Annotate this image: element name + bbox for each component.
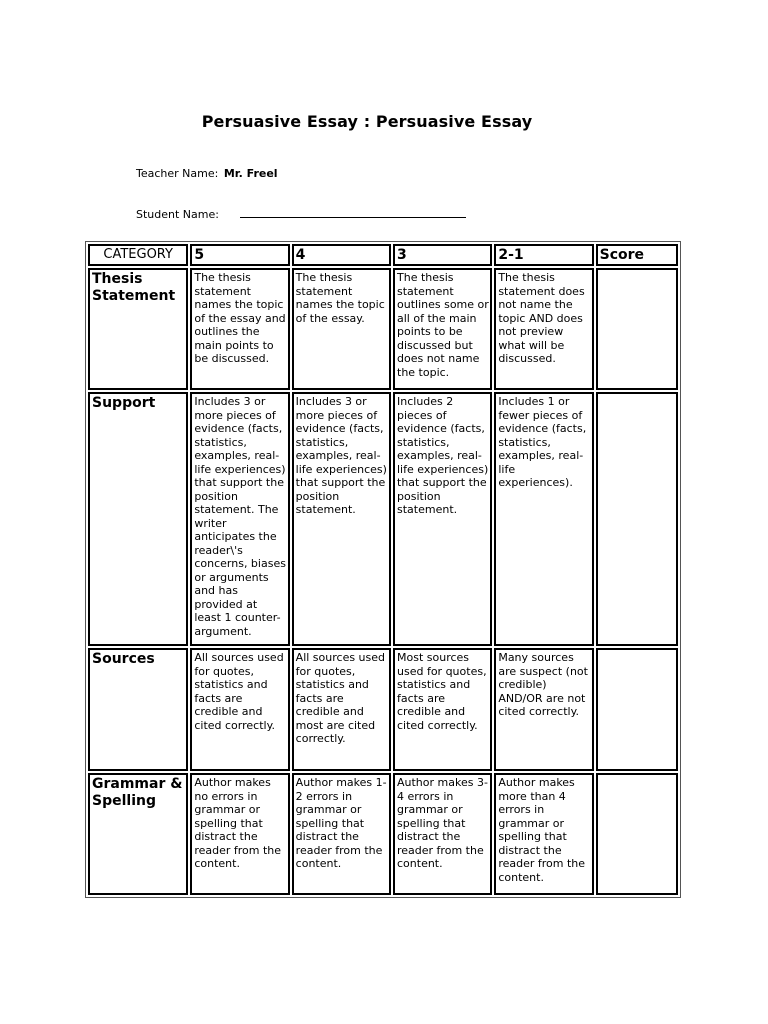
table-row (88, 648, 678, 771)
student-label: Student Name: (136, 208, 219, 221)
table-row (88, 268, 678, 390)
table-row (88, 392, 678, 646)
table-cell: The thesis statement names the topic of the essay. (292, 268, 391, 390)
category-thesis-statement: Thesis Statement (88, 268, 188, 390)
table-cell: The thesis statement names the topic of the essay and outlines the main points to be discussed. (190, 268, 289, 390)
teacher-row (136, 167, 278, 180)
header-score-2-1: 2-1 (494, 244, 593, 266)
header-score-5: 5 (190, 244, 289, 266)
category-sources: Sources (88, 648, 188, 771)
table-row (88, 773, 678, 895)
score-cell (596, 773, 678, 895)
category-support: Support (88, 392, 188, 646)
table-cell: Author makes 3-4 errors in grammar or spelling that distract the reader from the content. (393, 773, 492, 895)
table-cell: Many sources are suspect (not credible) AND/OR are not cited correctly. (494, 648, 593, 771)
table-cell: Most sources used for quotes, statistics and facts are credible and cited correctly. (393, 648, 492, 771)
page-title: Persuasive Essay : Persuasive Essay (201, 112, 533, 131)
teacher-label: Teacher Name: (136, 167, 219, 180)
table-cell: The thesis statement does not name the topic AND does not preview what will be discussed. (494, 268, 593, 390)
table-cell: Author makes 1-2 errors in grammar or spelling that distract the reader from the content. (292, 773, 391, 895)
table-cell: Includes 1 or fewer pieces of evidence (facts, statistics, examples, real-life experiences). (494, 392, 593, 646)
score-cell (596, 268, 678, 390)
header-score: Score (596, 244, 678, 266)
header-category: CATEGORY (88, 244, 188, 266)
rubric-table (85, 241, 681, 898)
header-row (88, 244, 678, 266)
score-cell (596, 392, 678, 646)
header-score-4: 4 (292, 244, 391, 266)
table-cell: Author makes no errors in grammar or spelling that distract the reader from the content. (190, 773, 289, 895)
table-cell: Includes 3 or more pieces of evidence (facts, statistics, examples, real-life experiences) that support the position statement. The writer anticipates the reader\'s concerns, biases or arguments and has provided at least 1 counter-argument. (190, 392, 289, 646)
score-cell (596, 648, 678, 771)
table-cell: Includes 3 or more pieces of evidence (facts, statistics, examples, real-life experiences) that support the position statement. (292, 392, 391, 646)
table-cell: All sources used for quotes, statistics and facts are credible and most are cited correctly. (292, 648, 391, 771)
table-cell: All sources used for quotes, statistics and facts are credible and cited correctly. (190, 648, 289, 771)
table-cell: Includes 2 pieces of evidence (facts, statistics, examples, real-life experiences) that support the position statement. (393, 392, 492, 646)
student-row (136, 207, 466, 221)
category-grammar-spelling: Grammar & Spelling (88, 773, 188, 895)
header-score-3: 3 (393, 244, 492, 266)
teacher-name: Mr. Freel (223, 167, 278, 180)
student-name-blank-line (240, 207, 466, 218)
table-cell: The thesis statement outlines some or all of the main points to be discussed but does not name the topic. (393, 268, 492, 390)
table-cell: Author makes more than 4 errors in grammar or spelling that distract the reader from the content. (494, 773, 593, 895)
